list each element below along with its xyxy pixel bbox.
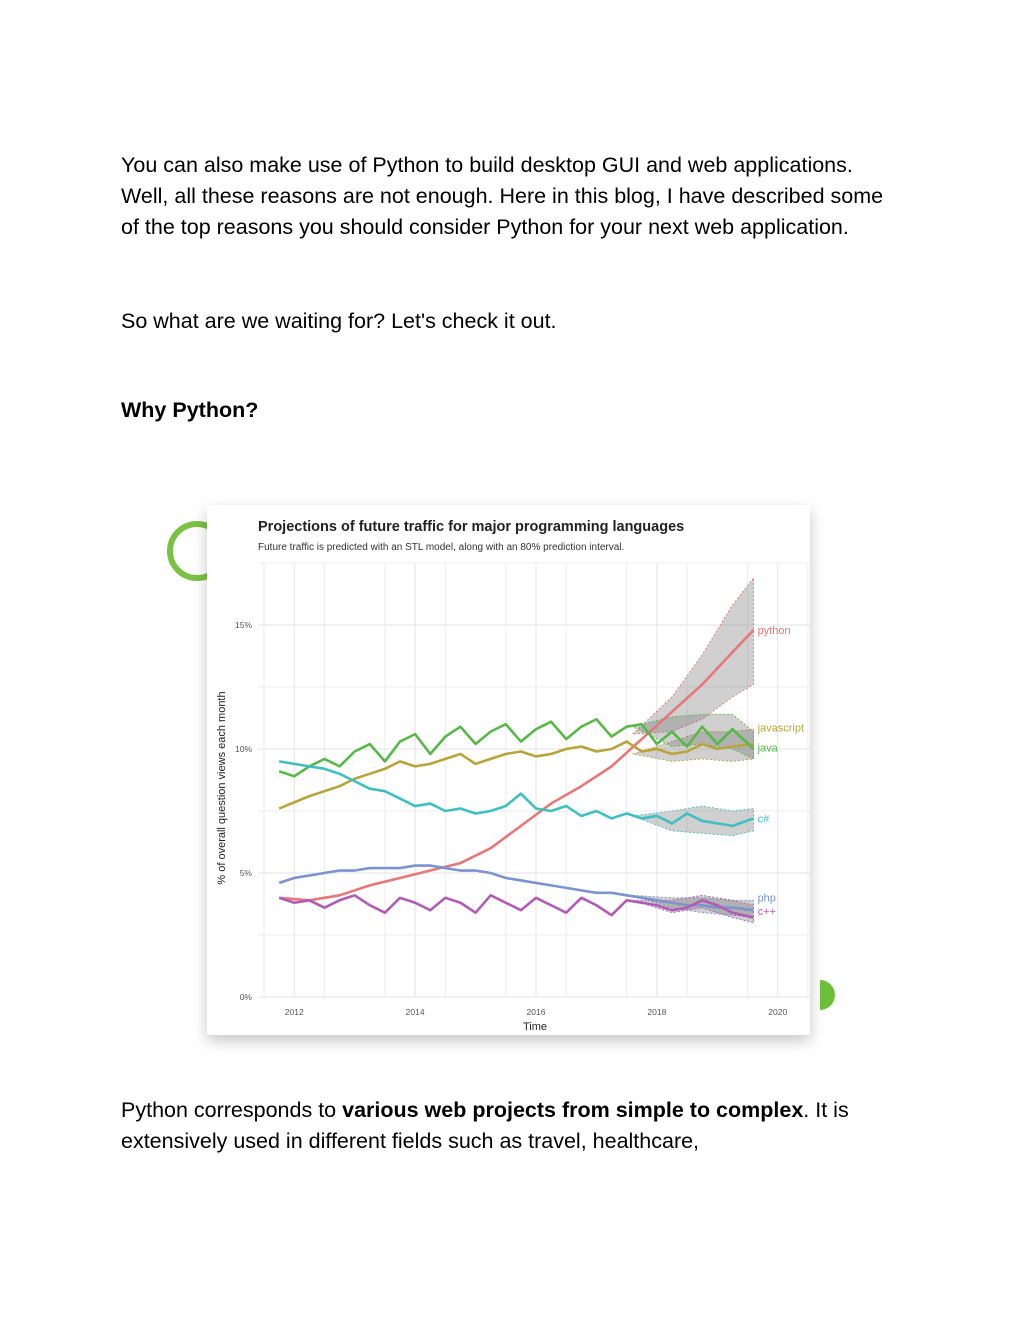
x-tick-label: 2018 xyxy=(647,1007,667,1017)
section-heading: Why Python? xyxy=(121,398,259,422)
chart-title: Projections of future traffic for major programming languages xyxy=(258,519,685,535)
series-label: php xyxy=(757,892,776,905)
projects-text-end: . It is extensively used in different fields such as travel, healthcare, xyxy=(121,1098,849,1153)
x-tick-label: 2012 xyxy=(284,1007,304,1017)
series-label: c++ xyxy=(757,906,776,919)
series-lines xyxy=(279,630,753,918)
prediction-band xyxy=(633,578,754,734)
x-axis-label: Time xyxy=(522,1021,548,1033)
intro-paragraph: You can also make use of Python to build desktop GUI and web applications. Well, all these reasons are not enough. Here in this blog, I have described some of the top reasons you should consider Python for your next web application. xyxy=(121,153,884,239)
y-axis-label: % of overall question views each month xyxy=(216,691,228,885)
decorative-half-circle xyxy=(820,980,835,1010)
series-line xyxy=(279,630,753,900)
y-tick-label: 5% xyxy=(239,868,252,878)
x-tick-label: 2020 xyxy=(768,1007,788,1017)
series-label: c# xyxy=(757,813,770,826)
chart-subtitle: Future traffic is predicted with an STL model, along with an 80% prediction interval. xyxy=(258,542,625,553)
call-to-action-paragraph: So what are we waiting for? Let's check it out. xyxy=(121,309,557,333)
projects-paragraph xyxy=(121,1095,901,1157)
y-tick-label: 0% xyxy=(239,992,252,1002)
series-label: javascript xyxy=(757,722,805,735)
x-tick-label: 2014 xyxy=(405,1007,425,1017)
series-label: java xyxy=(757,742,778,755)
x-tick-label: 2016 xyxy=(526,1007,546,1017)
series-line xyxy=(279,761,753,825)
traffic-projection-chart xyxy=(207,505,810,1035)
y-tick-label: 10% xyxy=(234,744,252,754)
y-tick-label: 15% xyxy=(234,620,252,630)
projects-text-bold: various web projects from simple to complex xyxy=(342,1098,804,1122)
series-labels xyxy=(757,625,804,918)
series-line xyxy=(279,866,753,911)
series-label: python xyxy=(757,624,791,637)
projects-text-start: Python corresponds to xyxy=(121,1098,343,1122)
